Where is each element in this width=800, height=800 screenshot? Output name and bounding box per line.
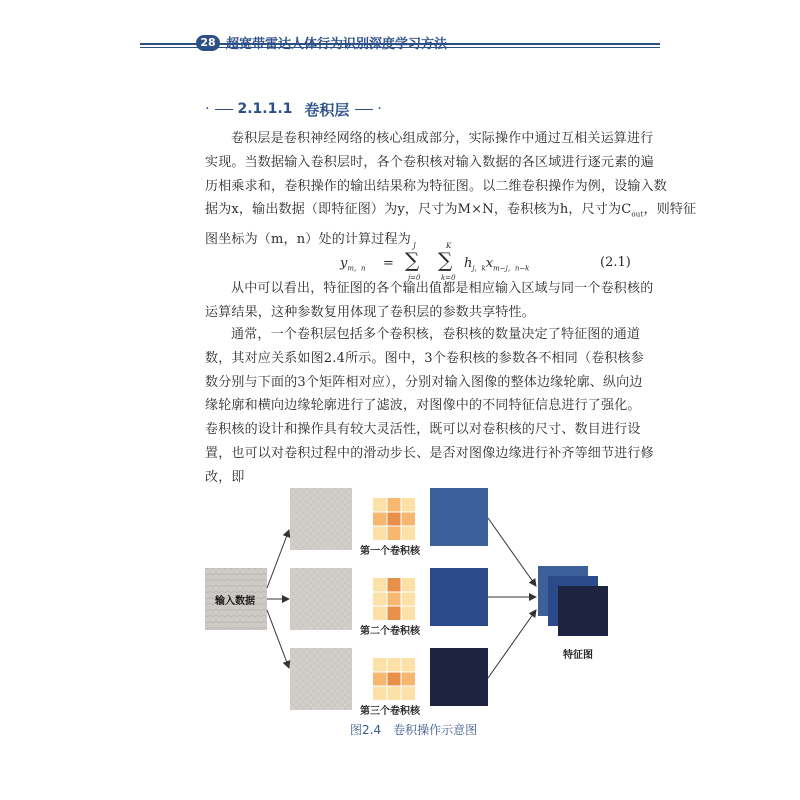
figure-caption: 图2.4 卷积操作示意图	[350, 723, 478, 737]
page-number: 28	[196, 35, 220, 51]
text-line: 据为x，输出数据（即特征图）为y，尺寸为M×N，卷积核为h，尺寸为$C_{out}$，则特征	[205, 202, 697, 219]
equation-term: $h_{j,k}x_{m-j,n-k}$	[464, 256, 530, 273]
feature-map-2	[430, 568, 488, 626]
text-line: 缘轮廓和横向边缘轮廓进行了滤波，对图像中的不同特征信息进行了强化。	[205, 398, 641, 414]
text-line: 置，也可以对卷积过程中的滑动步长、是否对图像边缘进行补齐等细节进行修	[205, 445, 654, 461]
heading-rule-right	[355, 109, 373, 110]
sum1-lower: j=0	[408, 274, 421, 282]
arrow-icon	[267, 610, 289, 668]
kernel-3-label: 第三个卷积核	[360, 706, 420, 717]
arrow-icon	[488, 610, 536, 678]
kernel-1-label: 第一个卷积核	[360, 546, 420, 557]
text-line: 卷积层是卷积神经网络的核心组成部分，实际操作中通过互相关运算进行	[231, 131, 654, 146]
paragraph-3	[205, 323, 654, 490]
text-line: 从中可以看出，特征图的各个输出值都是相应输入区域与同一个卷积核的	[231, 281, 654, 296]
equation-lhs: $y_{m,n}$	[340, 256, 366, 273]
text-line: 通常，一个卷积层包括多个卷积核，卷积核的数量决定了特征图的通道	[231, 327, 641, 342]
equation-equals: =	[383, 256, 394, 271]
text-line: 历相乘求和，卷积操作的输出结果称为特征图。以二维卷积操作为例，设输入数	[205, 178, 668, 194]
sum-icon: ∑	[405, 248, 420, 272]
filtered-image-1	[290, 488, 352, 550]
kernel-2-label: 第二个卷积核	[360, 626, 420, 637]
output-channel-3	[558, 586, 608, 636]
filtered-image-2	[290, 568, 352, 630]
convolution-diagram	[195, 488, 635, 723]
bullet-dot-icon: ·	[205, 101, 210, 117]
sum2-upper: K	[446, 242, 452, 250]
sum-icon: ∑	[438, 248, 453, 272]
kernel-2	[373, 578, 415, 620]
text-line: 数分别与下面的3个矩阵相对应），分别对输入图像的整体边缘轮廓、纵向边	[205, 374, 643, 390]
paragraph-1	[205, 127, 697, 252]
input-data-label: 输入数据	[215, 596, 255, 607]
arrow-icon	[267, 530, 289, 588]
sum2-lower: k=0	[441, 274, 456, 282]
kernel-1	[373, 498, 415, 540]
feature-map-label: 特征图	[563, 650, 593, 661]
text-line: 卷积核的设计和操作具有较大灵活性，既可以对卷积核的尺寸、数目进行设	[205, 422, 641, 438]
section-number: 2.1.1.1	[237, 101, 293, 117]
text-line: 实现。当数据输入卷积层时，各个卷积核对输入数据的各区域进行逐元素的遍	[205, 154, 654, 170]
feature-map-3	[430, 648, 488, 706]
figure-2-4	[195, 488, 635, 738]
section-heading	[205, 98, 384, 120]
feature-map-1	[430, 488, 488, 546]
bullet-dot-icon: ·	[377, 101, 382, 117]
running-title: 超宽带雷达人体行为识别深度学习方法	[226, 37, 448, 52]
text-line: 图坐标为（m，n）处的计算过程为	[205, 231, 411, 247]
text-line: 运算结果，这种参数复用体现了卷积层的参数共享特性。	[205, 304, 536, 320]
arrow-icon	[488, 518, 536, 586]
equation-number: (2.1)	[600, 255, 631, 270]
filtered-image-3	[290, 648, 352, 710]
kernel-3	[373, 658, 415, 700]
paragraph-2	[205, 277, 654, 325]
text-line: 改，即	[205, 469, 245, 485]
section-title: 卷积层	[304, 100, 350, 119]
heading-rule-left	[215, 109, 233, 110]
sum1-upper: J	[413, 242, 416, 250]
text-line: 数，其对应关系如图2.4所示。图中，3个卷积核的参数各不相同（卷积核参	[205, 350, 644, 366]
